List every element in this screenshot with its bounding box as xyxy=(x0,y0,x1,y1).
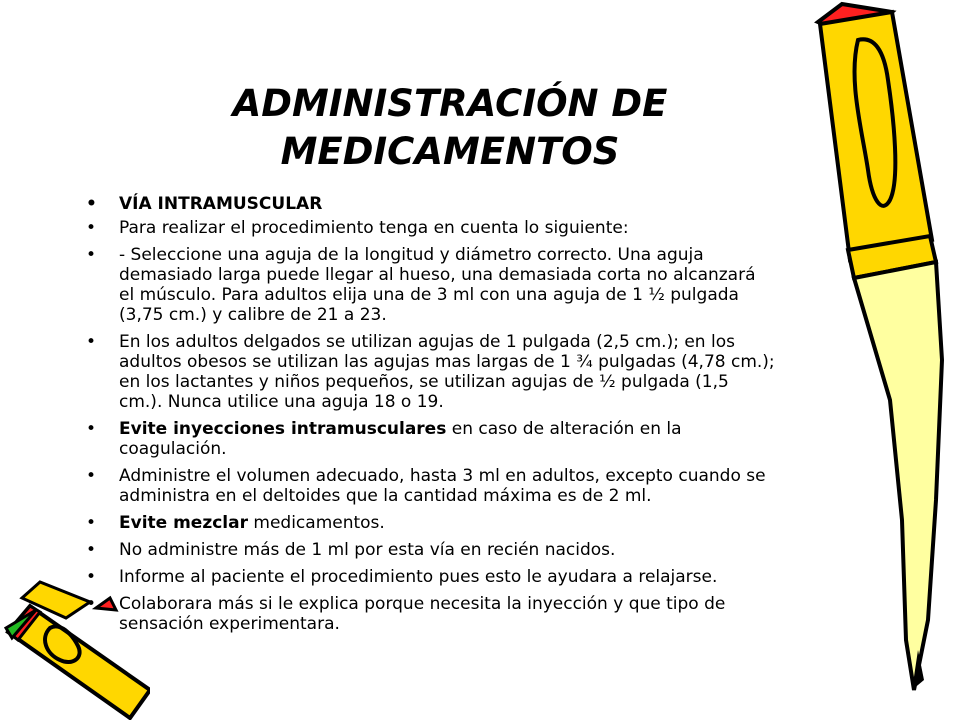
bullet-item xyxy=(86,245,776,325)
bullet-text: Colaborara más si le explica porque necesita la inyección y que tipo de sensación experimentara. xyxy=(119,594,726,634)
bullet-item xyxy=(86,419,776,459)
bullet-text: No administre más de 1 ml por esta vía en recién nacidos. xyxy=(119,540,616,560)
bullet-item xyxy=(86,513,776,533)
bullet-text: Administre el volumen adecuado, hasta 3 ml en adultos, excepto cuando se administra en el deltoides que la cantidad máxima es de 2 ml. xyxy=(119,466,766,506)
bullet-bold-text: Evite mezclar xyxy=(119,513,248,533)
bullet-text: en caso de alteración en la coagulación. xyxy=(119,419,682,459)
bullet-item xyxy=(86,567,776,587)
title-line-1: ADMINISTRACIÓN DE xyxy=(232,82,668,125)
bullet-text: Para realizar el procedimiento tenga en cuenta lo siguiente: xyxy=(119,218,629,238)
bullet-item xyxy=(86,332,776,412)
bullet-text: medicamentos. xyxy=(248,513,385,533)
slide-title xyxy=(150,80,750,176)
bullet-item xyxy=(86,540,776,560)
bullet-item xyxy=(86,594,776,634)
bullet-text: Informe al paciente el procedimiento pues esto le ayudara a relajarse. xyxy=(119,567,718,587)
bullet-text: En los adultos delgados se utilizan agujas de 1 pulgada (2,5 cm.); en los adultos obesos se utilizan las agujas mas largas de 1 ¾ pulgadas (4,78 cm.); en los lactantes y niños pequeños, se utilizan agujas de ½ pulgada (1,5 cm.). Nunca utilice una aguja 18 o 19. xyxy=(119,332,775,412)
title-line-2: MEDICAMENTOS xyxy=(280,130,620,173)
bullet-list xyxy=(86,194,776,641)
bullet-text: - Seleccione una aguja de la longitud y diámetro correcto. Una aguja demasiado larga puede llegar al hueso, una demasiada corta no alcanzará el músculo. Para adultos elija una de 3 ml con una aguja de 1 ½ pulgada (3,75 cm.) y calibre de 21 a 23. xyxy=(119,245,756,325)
bullet-item xyxy=(86,194,776,214)
bullet-item xyxy=(86,466,776,506)
pencil-clipart-right xyxy=(790,0,960,700)
bullet-text: VÍA INTRAMUSCULAR xyxy=(119,194,323,214)
bullet-item xyxy=(86,218,776,238)
bullet-bold-text: Evite inyecciones intramusculares xyxy=(119,419,447,439)
